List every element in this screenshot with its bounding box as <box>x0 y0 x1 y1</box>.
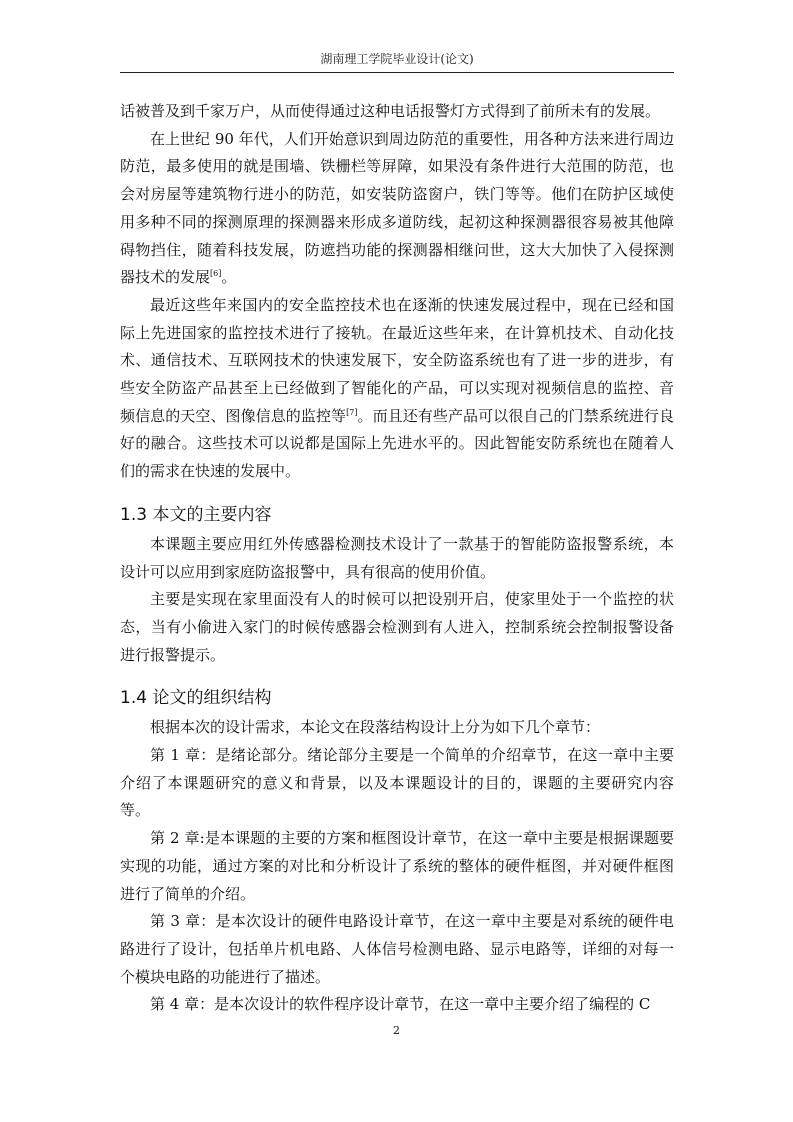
section-heading-1-3: 1.3 本文的主要内容 <box>120 504 272 525</box>
paragraph-text: 最近这些年来国内的安全监控技术也在逐渐的快速发展过程中，现在已经和国际上先进国家的监控技术进行了接轨。在最近这些年来，在计算机技术、自动化技术、通信技术、互联网技术的快速发展下，安全防盗系统也有了进一步的进步，有些安全防盗产品甚至上已经做到了智能化的产品，可以实现对视频信息的监控、音频信息的天空、图像信息的监控等 <box>120 295 674 425</box>
paragraph-chapter-4: 第 4 章：是本次设计的软件程序设计章节，在这一章中主要介绍了编程的 C <box>150 995 651 1014</box>
paragraph-perimeter-defense <box>120 126 674 292</box>
paragraph-continuation: 话被普及到千家万户，从而使得通过这种电话报警灯方式得到了前所未有的发展。 <box>120 102 661 120</box>
paragraph-text-end: 。而且还有些产品可以很自己的门禁系统进行良好的融合。这些技术可以说都是国际上先进水平的。因此智能安防系统也在随着人们的需求在快速的发展中。 <box>120 406 674 481</box>
paragraph: 主要是实现在家里面没有人的时候可以把设别开启，使家里处于一个监控的状态，当有小偷进入家门的时候传感器会检测到有人进入，控制系统会控制报警设备进行报警提示。 <box>120 590 674 664</box>
paragraph-domestic-monitoring <box>120 292 674 486</box>
section-heading-1-4: 1.4 论文的组织结构 <box>120 688 272 709</box>
citation-7: [7] <box>346 407 358 417</box>
page-number: 2 <box>393 1024 400 1037</box>
running-header: 湖南理工学院毕业设计(论文) <box>320 52 474 66</box>
paragraph-chapter-1: 第 1 章：是绪论部分。绪论部分主要是一个简单的介绍章节，在这一章中主要介绍了本课题研究的意义和背景，以及本课题设计的目的，课题的主要研究内容等。 <box>120 746 674 820</box>
header-rule <box>120 72 674 73</box>
citation-6: [6] <box>210 269 222 279</box>
document-body <box>120 98 674 1019</box>
paragraph-text-end: 。 <box>221 268 237 287</box>
paragraph-chapter-3: 第 3 章：是本次设计的硬件电路设计章节，在这一章中主要是对系统的硬件电路进行了设计，包括单片机电路、人体信号检测电路、显示电路等，详细的对每一个模块电路的功能进行了描述。 <box>120 912 674 986</box>
paragraph: 根据本次的设计需求，本论文在段落结构设计上分为如下几个章节： <box>150 718 601 737</box>
paragraph-chapter-2: 第 2 章:是本课题的主要的方案和框图设计章节，在这一章中主要是根据课题要实现的功能，通过方案的对比和分析设计了系统的整体的硬件框图，并对硬件框图进行了简单的介绍。 <box>120 829 674 903</box>
paragraph-text: 在上世纪 90 年代，人们开始意识到周边防范的重要性，用各种方法来进行周边防范，最多使用的就是围墙、铁栅栏等屏障，如果没有条件进行大范围的防范，也会对房屋等建筑物行进小的防范，如安装防盗窗户，铁门等等。他们在防护区域使用多种不同的探测原理的探测器来形成多道防线，起初这种探测器很容易被其他障碍物挡住，随着科技发展，防遮挡功能的探测器相继问世，这大大加快了入侵探测器技术的发展 <box>120 129 674 287</box>
paragraph: 本课题主要应用红外传感器检测技术设计了一款基于的智能防盗报警系统，本设计可以应用到家庭防盗报警中，具有很高的使用价值。 <box>120 534 674 581</box>
